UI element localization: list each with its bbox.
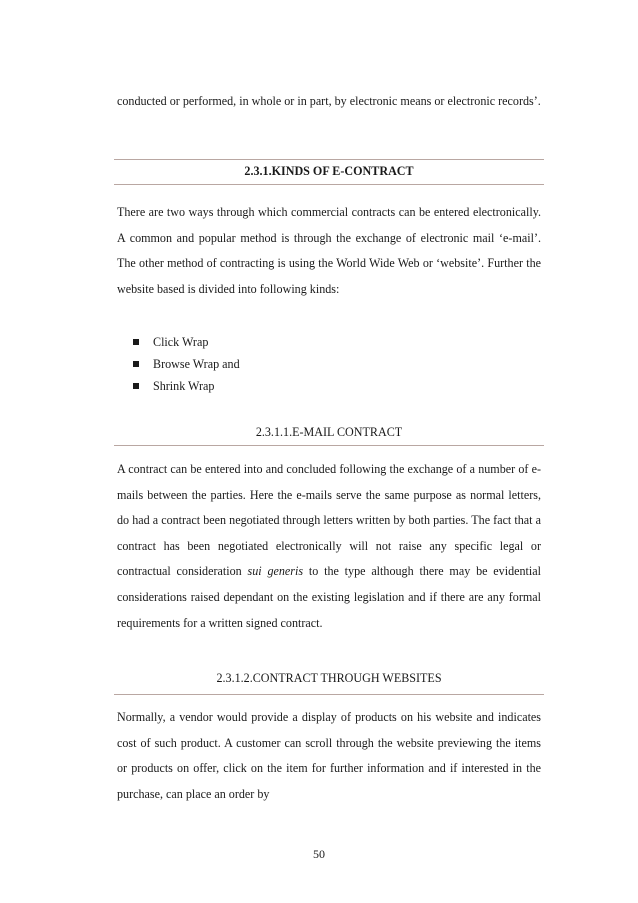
list-item-label: Shrink Wrap (153, 379, 215, 393)
page-number: 50 (313, 847, 325, 861)
list-item (133, 331, 240, 353)
email-paragraph (117, 457, 541, 636)
section-heading-websites: 2.3.1.2.CONTRACT THROUGH WEBSITES (216, 671, 442, 685)
section-heading-email: 2.3.1.1.E-MAIL CONTRACT (255, 425, 403, 439)
heading-rule-top (114, 159, 544, 160)
heading-rule-bottom (114, 445, 544, 446)
intro-paragraph: conducted or performed, in whole or in part, by electronic means or electronic records’. (117, 94, 541, 108)
email-text-after: to the type although there may be evidential considerations raised dependant on the existing legislation and if there are any formal requirements for a written signed contract. (117, 564, 541, 630)
list-item (133, 353, 240, 375)
email-text-before: A contract can be entered into and concluded following the exchange of a number of e-mails between the parties. Here the e-mails serve the same purpose as normal letters, do had a contract been negotiated through letters written by both parties. The fact that a contract has been negotiated electronically will not raise any specific legal or contractual consideration (117, 462, 541, 579)
kinds-paragraph: There are two ways through which commercial contracts can be entered electronically. A common and popular method is through the exchange of electronic mail ‘e-mail’. The other method of contracting is using the World Wide Web or ‘website’. Further the website based is divided into following kinds: (117, 205, 541, 296)
section-heading-kinds: 2.3.1.KINDS OF E-CONTRACT (244, 164, 414, 178)
heading-rule-bottom (114, 694, 544, 695)
website-kinds-list (133, 331, 240, 397)
heading-rule-bottom (114, 184, 544, 185)
websites-paragraph: Normally, a vendor would provide a display of products on his website and indicates cost of such product. A customer can scroll through the website previewing the items or products on offer, click on the item for further information and if interested in the purchase, can place an order by (117, 710, 541, 801)
square-bullet-icon (133, 361, 139, 367)
list-item-label: Click Wrap (153, 335, 209, 349)
square-bullet-icon (133, 383, 139, 389)
italic-term: sui generis (247, 564, 304, 579)
list-item-label: Browse Wrap and (153, 357, 240, 371)
square-bullet-icon (133, 339, 139, 345)
list-item (133, 375, 240, 397)
